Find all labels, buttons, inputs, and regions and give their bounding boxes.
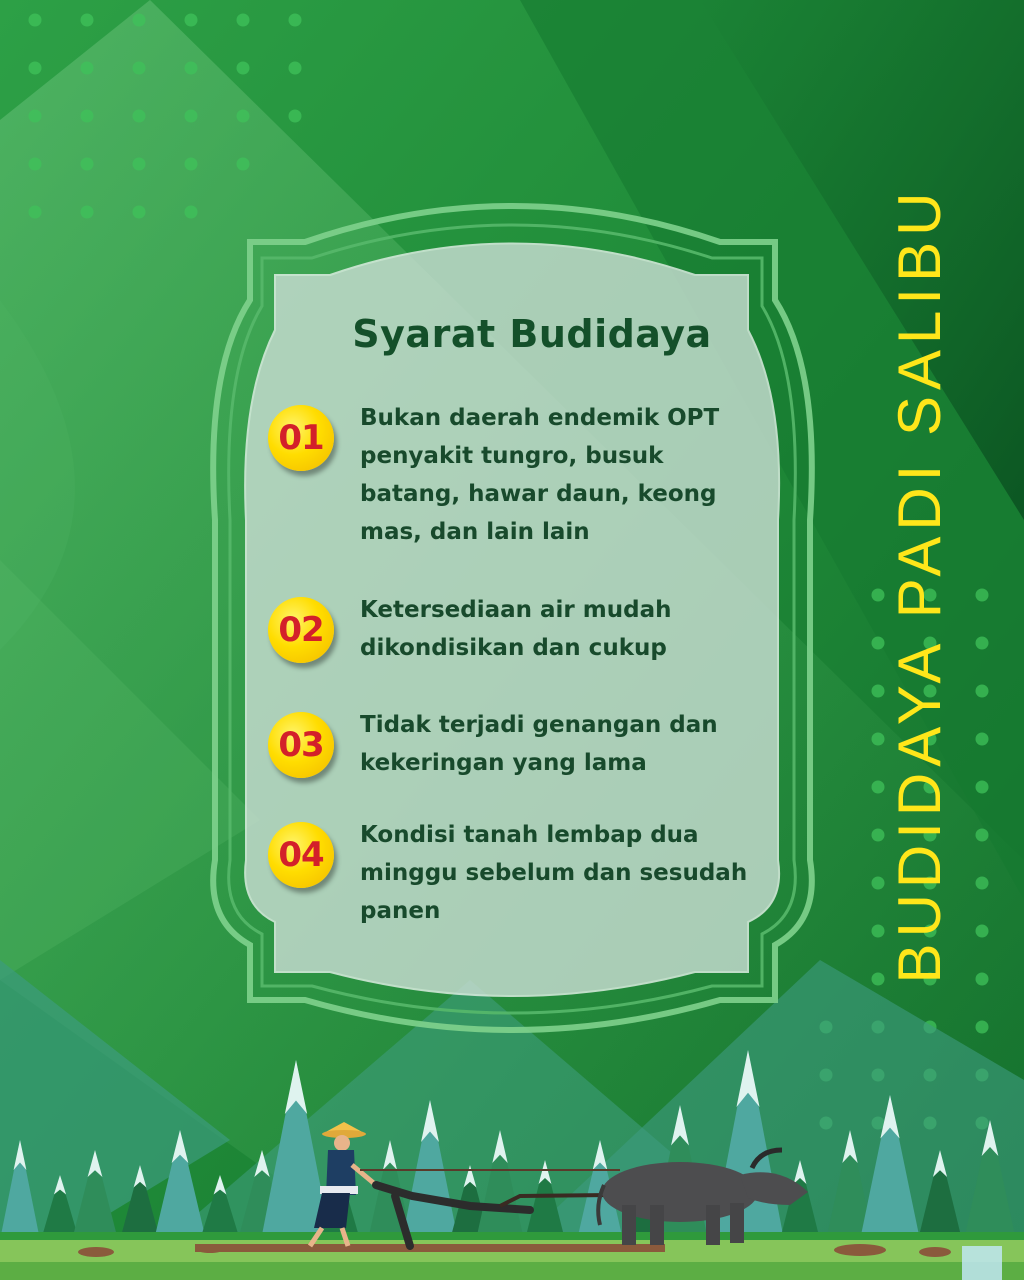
vertical-title: BUDIDAYA PADI SALIBU: [886, 186, 953, 984]
requirement-text: Tidak terjadi genangan dan kekeringan yang lama: [360, 712, 718, 776]
number-badge: 03: [268, 712, 334, 778]
requirement-text: Bukan daerah endemik OPT penyakit tungro, busuk batang, hawar daun, keong mas, dan lain lain: [360, 405, 720, 545]
requirement-item-3: [268, 712, 768, 832]
requirement-item-4: [268, 822, 768, 942]
requirement-item-2: [268, 597, 768, 717]
number-badge: 02: [268, 597, 334, 663]
panel-title: Syarat Budidaya: [352, 312, 712, 356]
requirement-text: Ketersediaan air mudah dikondisikan dan cukup: [360, 597, 672, 661]
requirement-item-1: [268, 405, 768, 545]
number-badge: 04: [268, 822, 334, 888]
number-badge: 01: [268, 405, 334, 471]
requirement-text: Kondisi tanah lembap dua minggu sebelum dan sesudah panen: [360, 822, 748, 924]
